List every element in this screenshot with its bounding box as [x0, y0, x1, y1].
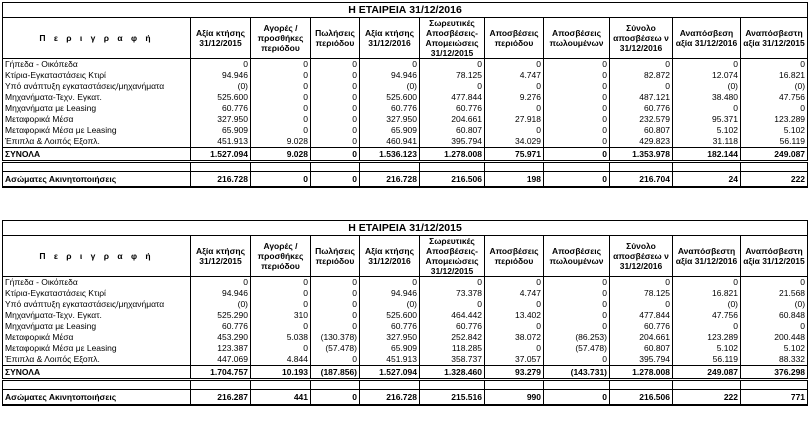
cell-value: 0 — [311, 148, 360, 162]
row-label: Μηχανήματα με Leasing — [3, 321, 191, 332]
col-accum-depr: Σωρευτικές Αποσβέσεις-Απομειώσεις 31/12/2015 — [420, 236, 485, 277]
cell-value: (0) — [191, 299, 251, 310]
cell-value: 0 — [251, 125, 311, 136]
cell-value: 0 — [544, 92, 610, 103]
cell-value: 0 — [544, 136, 610, 148]
cell-value: 0 — [673, 59, 741, 71]
cell-value: 0 — [544, 321, 610, 332]
cell-value: 0 — [485, 103, 544, 114]
cell-value: 24 — [673, 172, 741, 188]
cell-value: 376.298 — [741, 366, 808, 380]
table-row — [3, 70, 808, 81]
row-label: Ασώματες Ακινητοποιήσεις — [3, 172, 191, 188]
cell-value: 0 — [311, 354, 360, 366]
cell-value: 216.728 — [191, 172, 251, 188]
cell-value: 16.821 — [673, 288, 741, 299]
cell-value: 451.913 — [191, 136, 251, 148]
cell-value: 451.913 — [360, 354, 420, 366]
table-row — [3, 277, 808, 289]
cell-value: 358.737 — [420, 354, 485, 366]
cell-value: 118.285 — [420, 343, 485, 354]
table-row — [3, 321, 808, 332]
cell-value: 0 — [544, 114, 610, 125]
row-label: ΣΥΝΟΛΑ — [3, 148, 191, 162]
cell-value: 0 — [544, 172, 610, 188]
cell-value: (57.478) — [544, 343, 610, 354]
cell-value: 441 — [251, 390, 311, 406]
cell-value: 0 — [311, 103, 360, 114]
cell-value: (130.378) — [311, 332, 360, 343]
cell-value: 60.848 — [741, 310, 808, 321]
cell-value: 94.946 — [191, 70, 251, 81]
cell-value: 0 — [251, 343, 311, 354]
cell-value: 453.290 — [191, 332, 251, 343]
row-label: Κτίρια-Εγκαταστάσεις Κτιρί — [3, 288, 191, 299]
cell-value: 0 — [741, 103, 808, 114]
cell-value: 27.918 — [485, 114, 544, 125]
cell-value: 31.118 — [673, 136, 741, 148]
col-nbv-2015: Αναπόσβεστη αξία 31/12/2015 — [741, 236, 808, 277]
table-2016 — [2, 2, 808, 188]
cell-value: 0 — [251, 59, 311, 71]
col-acq-2016: Αξία κτήσης 31/12/2016 — [360, 236, 420, 277]
row-label: Γήπεδα - Οικόπεδα — [3, 277, 191, 289]
cell-value: 216.704 — [610, 172, 673, 188]
cell-value: 56.119 — [741, 136, 808, 148]
cell-value: 0 — [544, 103, 610, 114]
cell-value: 990 — [485, 390, 544, 406]
cell-value: (0) — [191, 81, 251, 92]
cell-value: 1.527.094 — [191, 148, 251, 162]
table-row — [3, 114, 808, 125]
cell-value: 0 — [311, 390, 360, 406]
cell-value: 0 — [485, 59, 544, 71]
row-label: Έπιπλα & Λοιπός Εξοπλ. — [3, 354, 191, 366]
cell-value: (0) — [673, 81, 741, 92]
cell-value: (0) — [673, 299, 741, 310]
cell-value: 0 — [485, 277, 544, 289]
col-description: Π ε ρ ι γ ρ α φ ή — [3, 236, 191, 277]
table-2015 — [2, 220, 808, 406]
cell-value: 0 — [741, 277, 808, 289]
cell-value: 78.125 — [420, 70, 485, 81]
cell-value: 0 — [251, 92, 311, 103]
cell-value: 5.102 — [741, 125, 808, 136]
col-sales: Πωλήσεις περιόδου — [311, 18, 360, 59]
cell-value: 1.278.008 — [420, 148, 485, 162]
table-row — [3, 103, 808, 114]
cell-value: 327.950 — [360, 332, 420, 343]
table-row — [3, 81, 808, 92]
cell-value: (0) — [360, 81, 420, 92]
cell-value: 56.119 — [673, 354, 741, 366]
cell-value: 65.909 — [360, 125, 420, 136]
cell-value: 216.728 — [360, 390, 420, 406]
cell-value: 0 — [311, 114, 360, 125]
table-row — [3, 343, 808, 354]
header-row — [3, 236, 808, 277]
cell-value: 0 — [544, 299, 610, 310]
col-additions: Αγορές / προσθήκες περιόδου — [251, 236, 311, 277]
spacer-row — [3, 162, 808, 172]
cell-value: 477.844 — [420, 92, 485, 103]
cell-value: 38.072 — [485, 332, 544, 343]
header-row — [3, 18, 808, 59]
cell-value: 477.844 — [610, 310, 673, 321]
col-depr-period: Αποσβέσεις περιόδου — [485, 18, 544, 59]
col-depr-period: Αποσβέσεις περιόδου — [485, 236, 544, 277]
table-row — [3, 136, 808, 148]
col-description: Π ε ρ ι γ ρ α φ ή — [3, 18, 191, 59]
row-label: ΣΥΝΟΛΑ — [3, 366, 191, 380]
cell-value: 47.756 — [741, 92, 808, 103]
cell-value: 60.776 — [420, 321, 485, 332]
cell-value: 95.371 — [673, 114, 741, 125]
cell-value: 249.087 — [673, 366, 741, 380]
row-label: Μηχανήματα-Τεχν. Εγκατ. — [3, 92, 191, 103]
cell-value: 94.946 — [360, 70, 420, 81]
cell-value: 395.794 — [610, 354, 673, 366]
cell-value: 0 — [544, 288, 610, 299]
cell-value: (0) — [741, 299, 808, 310]
cell-value: 9.028 — [251, 148, 311, 162]
cell-value: 0 — [251, 172, 311, 188]
cell-value: 60.776 — [191, 321, 251, 332]
cell-value: 123.289 — [673, 332, 741, 343]
cell-value: 0 — [311, 277, 360, 289]
cell-value: 0 — [251, 103, 311, 114]
cell-value: 10.193 — [251, 366, 311, 380]
row-label: Μηχανήματα με Leasing — [3, 103, 191, 114]
cell-value: 0 — [485, 343, 544, 354]
cell-value: 0 — [251, 114, 311, 125]
row-label: Μεταφορικά Μέσα με Leasing — [3, 343, 191, 354]
cell-value: 60.807 — [420, 125, 485, 136]
row-label: Έπιπλα & Λοιπός Εξοπλ. — [3, 136, 191, 148]
cell-value: 0 — [544, 81, 610, 92]
col-acq-2015: Αξία κτήσης 31/12/2015 — [191, 236, 251, 277]
cell-value: 123.387 — [191, 343, 251, 354]
cell-value: 249.087 — [741, 148, 808, 162]
cell-value: 78.125 — [610, 288, 673, 299]
cell-value: 525.600 — [360, 310, 420, 321]
row-label: Κτίρια-Εγκαταστάσεις Κτιρί — [3, 70, 191, 81]
col-sales: Πωλήσεις περιόδου — [311, 236, 360, 277]
table-row — [3, 125, 808, 136]
row-label: Υπό ανάπτυξη εγκαταστάσεις/μηχανήματα — [3, 299, 191, 310]
cell-value: 0 — [360, 277, 420, 289]
col-depr-sold: Αποσβέσεις πωλουμένων — [544, 236, 610, 277]
cell-value: 252.842 — [420, 332, 485, 343]
cell-value: 9.276 — [485, 92, 544, 103]
table-row — [3, 299, 808, 310]
cell-value: (0) — [741, 81, 808, 92]
cell-value: 0 — [191, 59, 251, 71]
cell-value: 88.332 — [741, 354, 808, 366]
col-acq-2016: Αξία κτήσης 31/12/2016 — [360, 18, 420, 59]
cell-value: 13.402 — [485, 310, 544, 321]
cell-value: 60.776 — [610, 103, 673, 114]
cell-value: 5.102 — [741, 343, 808, 354]
cell-value: 37.057 — [485, 354, 544, 366]
row-label: Ασώματες Ακινητοποιήσεις — [3, 390, 191, 406]
cell-value: 0 — [420, 81, 485, 92]
cell-value: 60.776 — [191, 103, 251, 114]
cell-value: 1.328.460 — [420, 366, 485, 380]
cell-value: 216.506 — [610, 390, 673, 406]
cell-value: 123.289 — [741, 114, 808, 125]
cell-value: 0 — [420, 59, 485, 71]
cell-value: 215.516 — [420, 390, 485, 406]
totals-row — [3, 366, 808, 380]
cell-value: 21.568 — [741, 288, 808, 299]
cell-value: 0 — [191, 277, 251, 289]
cell-value: 0 — [311, 59, 360, 71]
cell-value: 0 — [420, 277, 485, 289]
cell-value: 65.909 — [191, 125, 251, 136]
cell-value: (187.856) — [311, 366, 360, 380]
cell-value: 0 — [544, 125, 610, 136]
cell-value: 65.909 — [360, 343, 420, 354]
cell-value: 12.074 — [673, 70, 741, 81]
cell-value: 73.378 — [420, 288, 485, 299]
table-title: Η ΕΤΑΙΡΕΙΑ 31/12/2015 — [3, 221, 808, 236]
cell-value: 0 — [673, 277, 741, 289]
table-title: Η ΕΤΑΙΡΕΙΑ 31/12/2016 — [3, 3, 808, 18]
cell-value: 0 — [544, 59, 610, 71]
cell-value: 0 — [544, 148, 610, 162]
row-label: Υπό ανάπτυξη εγκαταστάσεις/μηχανήματα — [3, 81, 191, 92]
row-label: Γήπεδα - Οικόπεδα — [3, 59, 191, 71]
cell-value: 222 — [673, 390, 741, 406]
cell-value: 9.028 — [251, 136, 311, 148]
cell-value: 0 — [251, 288, 311, 299]
cell-value: 82.872 — [610, 70, 673, 81]
cell-value: (57.478) — [311, 343, 360, 354]
cell-value: (0) — [360, 299, 420, 310]
cell-value: 0 — [544, 310, 610, 321]
cell-value: 0 — [544, 390, 610, 406]
cell-value: 0 — [311, 92, 360, 103]
cell-value: 525.600 — [191, 92, 251, 103]
cell-value: 0 — [251, 277, 311, 289]
cell-value: 4.747 — [485, 288, 544, 299]
cell-value: (143.731) — [544, 366, 610, 380]
row-label: Μεταφορικά Μέσα — [3, 332, 191, 343]
table-row — [3, 332, 808, 343]
cell-value: 1.278.008 — [610, 366, 673, 380]
cell-value: 0 — [360, 59, 420, 71]
col-additions: Αγορές / προσθήκες περιόδου — [251, 18, 311, 59]
cell-value: 525.290 — [191, 310, 251, 321]
cell-value: 0 — [741, 59, 808, 71]
col-depr-sold: Αποσβέσεις πωλουμένων — [544, 18, 610, 59]
cell-value: 5.038 — [251, 332, 311, 343]
col-nbv-2016: Αναπόσβεση αξία 31/12/2016 — [673, 18, 741, 59]
cell-value: 1.704.757 — [191, 366, 251, 380]
spacer-row — [3, 380, 808, 390]
cell-value: 5.102 — [673, 125, 741, 136]
cell-value: 0 — [741, 321, 808, 332]
cell-value: 487.121 — [610, 92, 673, 103]
cell-value: 0 — [610, 81, 673, 92]
cell-value: 0 — [251, 81, 311, 92]
cell-value: 0 — [251, 299, 311, 310]
cell-value: 0 — [673, 103, 741, 114]
cell-value: 16.821 — [741, 70, 808, 81]
cell-value: 232.579 — [610, 114, 673, 125]
cell-value: 60.776 — [360, 321, 420, 332]
col-nbv-2015: Αναπόσβεστη αξία 31/12/2015 — [741, 18, 808, 59]
cell-value: 47.756 — [673, 310, 741, 321]
cell-value: 0 — [610, 299, 673, 310]
cell-value: 75.971 — [485, 148, 544, 162]
totals-row — [3, 148, 808, 162]
cell-value: 460.941 — [360, 136, 420, 148]
cell-value: 60.807 — [610, 343, 673, 354]
col-nbv-2016: Αναπόσβεστη αξία 31/12/2016 — [673, 236, 741, 277]
cell-value: 216.728 — [360, 172, 420, 188]
cell-value: 464.442 — [420, 310, 485, 321]
cell-value: 60.807 — [610, 125, 673, 136]
cell-value: 204.661 — [610, 332, 673, 343]
cell-value: 222 — [741, 172, 808, 188]
cell-value: 0 — [311, 136, 360, 148]
cell-value: 198 — [485, 172, 544, 188]
cell-value: 4.844 — [251, 354, 311, 366]
cell-value: 525.600 — [360, 92, 420, 103]
table-row — [3, 354, 808, 366]
cell-value: 327.950 — [191, 114, 251, 125]
cell-value: 182.144 — [673, 148, 741, 162]
cell-value: 216.506 — [420, 172, 485, 188]
table-row — [3, 288, 808, 299]
col-total-depr: Σύνολο αποσβέσεω ν 31/12/2016 — [610, 236, 673, 277]
cell-value: 1.527.094 — [360, 366, 420, 380]
table-row — [3, 92, 808, 103]
cell-value: 0 — [485, 321, 544, 332]
cell-value: 94.946 — [191, 288, 251, 299]
cell-value: 0 — [420, 299, 485, 310]
cell-value: 310 — [251, 310, 311, 321]
cell-value: 200.448 — [741, 332, 808, 343]
cell-value: 0 — [610, 277, 673, 289]
cell-value: 0 — [544, 354, 610, 366]
cell-value: 327.950 — [360, 114, 420, 125]
cell-value: 0 — [544, 277, 610, 289]
cell-value: (86.253) — [544, 332, 610, 343]
cell-value: 429.823 — [610, 136, 673, 148]
cell-value: 38.480 — [673, 92, 741, 103]
cell-value: 1.353.978 — [610, 148, 673, 162]
cell-value: 0 — [311, 310, 360, 321]
cell-value: 0 — [251, 70, 311, 81]
cell-value: 771 — [741, 390, 808, 406]
cell-value: 1.536.123 — [360, 148, 420, 162]
cell-value: 0 — [311, 299, 360, 310]
cell-value: 4.747 — [485, 70, 544, 81]
cell-value: 0 — [311, 321, 360, 332]
cell-value: 94.946 — [360, 288, 420, 299]
cell-value: 0 — [485, 81, 544, 92]
table-row — [3, 310, 808, 321]
cell-value: 60.776 — [360, 103, 420, 114]
cell-value: 93.279 — [485, 366, 544, 380]
row-label: Μεταφορικά Μέσα — [3, 114, 191, 125]
cell-value: 60.776 — [610, 321, 673, 332]
cell-value: 0 — [311, 70, 360, 81]
cell-value: 447.069 — [191, 354, 251, 366]
cell-value: 5.102 — [673, 343, 741, 354]
cell-value: 0 — [485, 299, 544, 310]
cell-value: 0 — [673, 321, 741, 332]
row-label: Μηχανήματα-Τεχν. Εγκατ. — [3, 310, 191, 321]
cell-value: 60.776 — [420, 103, 485, 114]
intangibles-row — [3, 172, 808, 188]
intangibles-row — [3, 390, 808, 406]
cell-value: 0 — [311, 125, 360, 136]
col-accum-depr: Σωρευτικές Αποσβέσεις-Απομειώσεις 31/12/2015 — [420, 18, 485, 59]
cell-value: 0 — [610, 59, 673, 71]
cell-value: 216.287 — [191, 390, 251, 406]
cell-value: 34.029 — [485, 136, 544, 148]
table-row — [3, 59, 808, 71]
cell-value: 0 — [311, 288, 360, 299]
col-total-depr: Σύνολο αποσβέσεω ν 31/12/2016 — [610, 18, 673, 59]
cell-value: 395.794 — [420, 136, 485, 148]
cell-value: 204.661 — [420, 114, 485, 125]
row-label: Μεταφορικά Μέσα με Leasing — [3, 125, 191, 136]
col-acq-2015: Αξία κτήσης 31/12/2015 — [191, 18, 251, 59]
cell-value: 0 — [311, 172, 360, 188]
cell-value: 0 — [544, 70, 610, 81]
cell-value: 0 — [485, 125, 544, 136]
cell-value: 0 — [251, 321, 311, 332]
cell-value: 0 — [311, 81, 360, 92]
